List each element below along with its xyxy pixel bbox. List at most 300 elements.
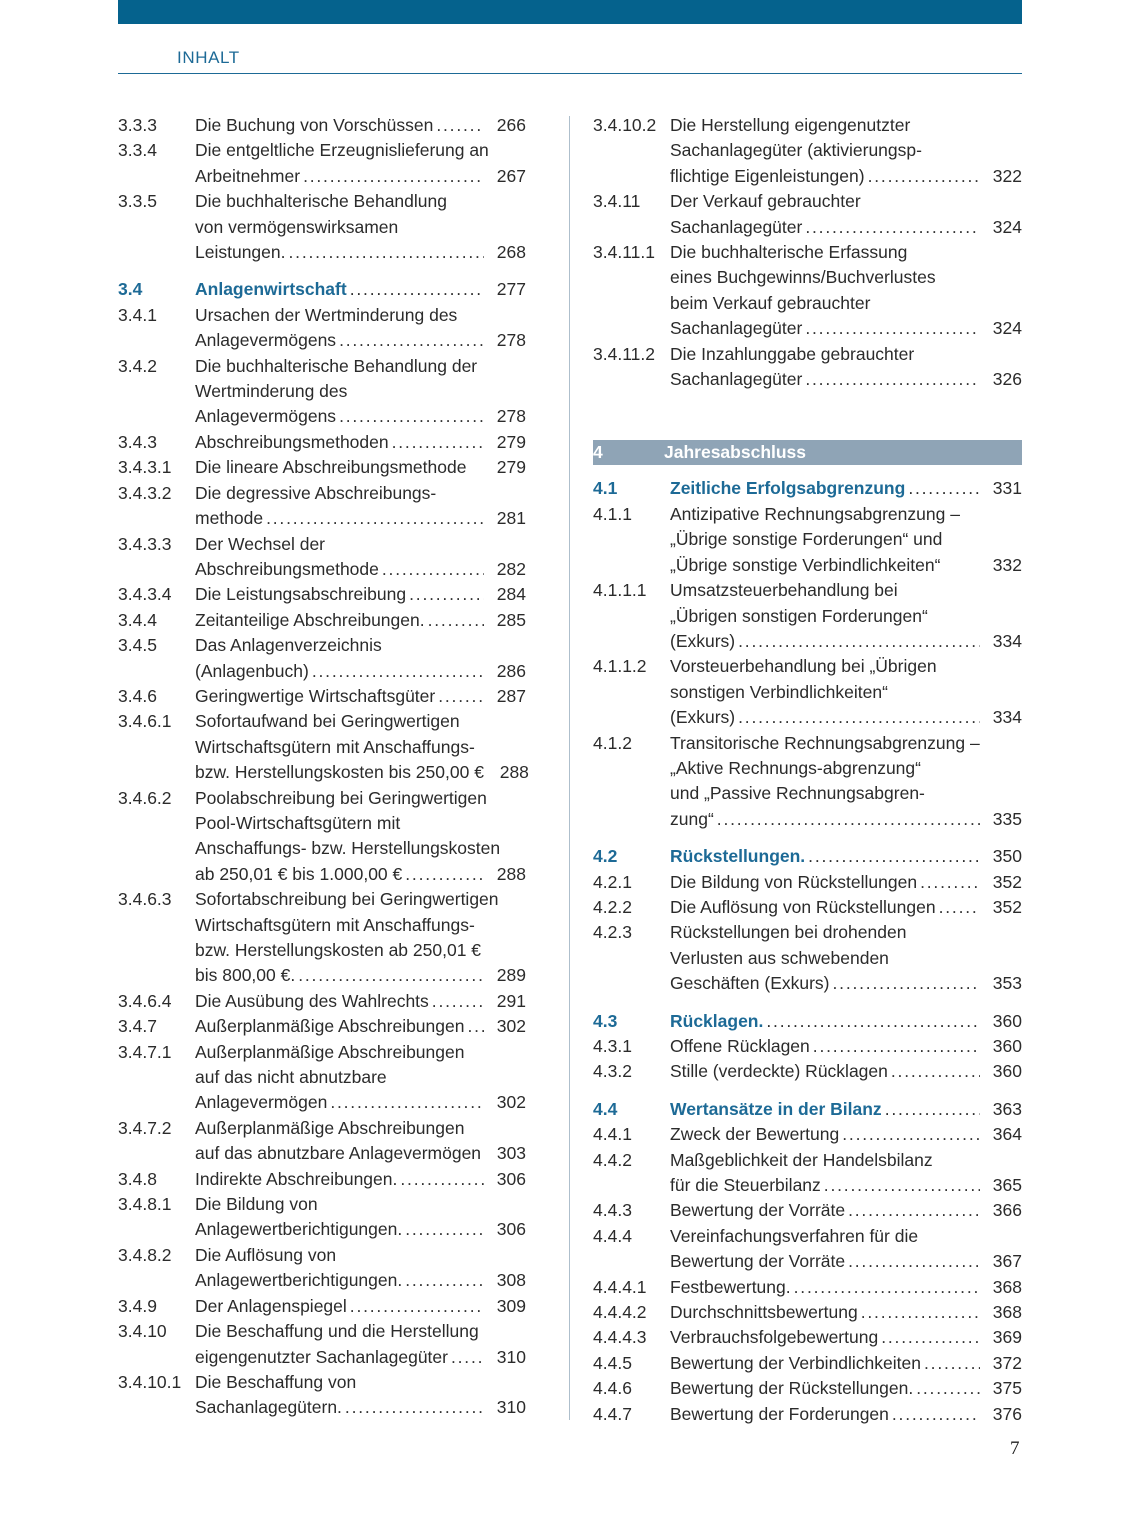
- toc-entry-title-line: Offene Rücklagen: [670, 1036, 810, 1056]
- toc-entry[interactable]: [593, 342, 1022, 393]
- toc-entry-title-line: Vereinfachungsverfahren für die: [670, 1225, 919, 1246]
- toc-entry[interactable]: [593, 870, 1022, 895]
- toc-entry-number: 4.4.4.2: [593, 1302, 647, 1323]
- dot-leader: [392, 430, 484, 455]
- toc-entry-page: 306: [496, 1168, 526, 1189]
- toc-section-entry[interactable]: [593, 1097, 1022, 1122]
- toc-entry[interactable]: [593, 502, 1022, 578]
- toc-entry-page: 278: [496, 330, 526, 351]
- top-color-bar: [118, 0, 1022, 24]
- toc-entry-number: 4.2.2: [593, 896, 632, 917]
- toc-entry[interactable]: [593, 240, 1022, 342]
- toc-entry-number: 4.4: [593, 1098, 618, 1119]
- dot-leader: [350, 1294, 484, 1319]
- toc-entry-number: 4.2.1: [593, 871, 632, 892]
- toc-entry-title-line: Die buchhalterische Erfassung: [670, 242, 908, 263]
- toc-entry-number: 3.4.8.1: [118, 1194, 172, 1215]
- toc-entry-title-line: Verbrauchsfolgebewertung: [670, 1327, 879, 1348]
- toc-entry[interactable]: [118, 633, 526, 684]
- toc-entry-title-line: bzw. Herstellungskosten bis 250,00 €: [195, 762, 484, 783]
- toc-entry-title-line: Die Bildung von Rückstellungen: [670, 871, 918, 892]
- toc-entry-number: 4.2.3: [593, 922, 632, 943]
- toc-entry-number: 3.4: [118, 279, 143, 300]
- toc-entry-title-line: „Aktive Rechnungs-abgrenzung“: [670, 757, 921, 778]
- toc-entry-number: 4.4.4.3: [593, 1327, 647, 1348]
- toc-entry[interactable]: [593, 1402, 1022, 1427]
- toc-entry[interactable]: [118, 684, 526, 709]
- toc-entry-page: 306: [496, 1219, 526, 1240]
- toc-entry-title-line: Pool-Wirtschaftsgütern mit: [195, 812, 401, 833]
- toc-section-entry[interactable]: [593, 1009, 1022, 1034]
- toc-entry-page: 332: [992, 554, 1022, 575]
- toc-entry-title-line: Anlagevermögens: [195, 330, 337, 351]
- dot-leader: [717, 807, 980, 832]
- toc-entry-number: 3.4.11: [593, 191, 641, 212]
- toc-entry-page: 334: [992, 630, 1022, 651]
- toc-entry[interactable]: [118, 582, 526, 607]
- toc-entry-title-line: Antizipative Rechnungsabgrenzung –: [670, 503, 960, 524]
- toc-entry-page: 302: [496, 1016, 526, 1037]
- toc-entry-page: 310: [496, 1397, 526, 1418]
- toc-entry-title-line: von vermögenswirksamen: [195, 216, 399, 237]
- toc-entry-title-line: Stille (verdeckte) Rücklagen: [670, 1061, 888, 1082]
- dot-leader: [738, 705, 980, 730]
- toc-entry-number: 4.1.1.1: [593, 580, 647, 601]
- toc-entry[interactable]: [593, 731, 1022, 833]
- toc-entry-title-line: „Übrige sonstige Verbindlichkeiten“: [670, 554, 941, 575]
- toc-entry-title-line: Leistungen.: [195, 242, 286, 263]
- dot-leader: [436, 113, 484, 138]
- toc-entry[interactable]: [118, 1243, 526, 1294]
- toc-entry-title-line: Die lineare Abschreibungsmethode: [195, 457, 467, 478]
- toc-entry-title-line: Die degressive Abschreibungs-: [195, 482, 437, 503]
- column-divider: [569, 116, 570, 1420]
- toc-entry[interactable]: [118, 1040, 526, 1116]
- toc-entry-title-line: Die buchhalterische Behandlung: [195, 191, 447, 212]
- toc-entry-title-line: Die Ausübung des Wahlrechts: [195, 990, 429, 1011]
- toc-entry-page: 368: [992, 1276, 1022, 1297]
- toc-entry-title-line: Außerplanmäßige Abschreibungen: [195, 1041, 465, 1062]
- toc-entry-title-line: (Exkurs): [670, 707, 736, 728]
- toc-entry-title-line: für die Steuerbilanz: [670, 1175, 821, 1196]
- toc-entry-title-line: „Übrige sonstige Forderungen“ und: [670, 529, 943, 550]
- toc-entry-title-line: Vorsteuerbehandlung bei „Übrigen: [670, 656, 937, 677]
- toc-entry-number: 3.4.6: [118, 685, 157, 706]
- toc-entry[interactable]: [118, 1370, 526, 1421]
- toc-entry-page: 366: [992, 1200, 1022, 1221]
- toc-entry-page: 288: [499, 762, 529, 783]
- toc-section-entry[interactable]: [593, 844, 1022, 869]
- toc-entry[interactable]: [118, 1319, 526, 1370]
- toc-entry-title-line: Festbewertung.: [670, 1276, 791, 1297]
- toc-entry-page: 289: [496, 965, 526, 986]
- toc-entry-title-line: Bewertung der Vorräte: [670, 1251, 846, 1272]
- toc-entry-title-line: Durchschnittsbewertung: [670, 1302, 858, 1323]
- toc-entry-page: 372: [992, 1352, 1022, 1373]
- dot-leader: [339, 404, 484, 429]
- dot-leader: [916, 1376, 980, 1401]
- dot-leader: [805, 215, 980, 240]
- toc-entry[interactable]: [593, 1300, 1022, 1325]
- toc-entry[interactable]: [118, 481, 526, 532]
- toc-entry[interactable]: [118, 303, 526, 354]
- toc-entry-page: 360: [992, 1010, 1022, 1031]
- toc-entry-title-line: Die Bildung von: [195, 1194, 318, 1215]
- toc-entry-title-line: Außerplanmäßige Abschreibungen: [195, 1016, 465, 1037]
- toc-entry-title-line: Sachanlagegüter: [670, 318, 803, 339]
- toc-entry-title-line: Sofortabschreibung bei Geringwertigen: [195, 889, 499, 910]
- dot-leader: [289, 240, 485, 265]
- dot-leader: [848, 1249, 980, 1274]
- dot-leader: [808, 844, 980, 869]
- toc-entry-title-line: Bewertung der Verbindlichkeiten: [670, 1352, 921, 1373]
- toc-entry-page: 367: [992, 1251, 1022, 1272]
- toc-entry-title-line: Die Inzahlunggabe gebrauchter: [670, 343, 915, 364]
- toc-entry-page: 286: [496, 660, 526, 681]
- toc-entry-title-line: Anlagewertberichtigungen.: [195, 1270, 403, 1291]
- toc-entry-number: 3.4.6.2: [118, 787, 172, 808]
- toc-entry-page: 368: [992, 1302, 1022, 1323]
- toc-entry-title-line: Der Anlagenspiegel: [195, 1295, 347, 1316]
- toc-entry-page: 285: [496, 609, 526, 630]
- toc-column-right: [593, 113, 1022, 1427]
- dot-leader: [303, 164, 484, 189]
- dot-leader: [824, 1173, 980, 1198]
- dot-leader: [891, 1059, 980, 1084]
- toc-entry[interactable]: [593, 113, 1022, 189]
- toc-entry-page: 278: [496, 406, 526, 427]
- toc-entry-title-line: Die Leistungsabschreibung: [195, 584, 407, 605]
- toc-entry-title-line: Die Beschaffung von: [195, 1371, 357, 1392]
- toc-entry[interactable]: [118, 532, 526, 583]
- toc-entry-page: 279: [496, 457, 526, 478]
- toc-entry-title-line: Bewertung der Forderungen: [670, 1403, 889, 1424]
- toc-entry-number: 3.4.3.2: [118, 482, 172, 503]
- toc-entry-title-line: Sachanlagegüter: [670, 369, 803, 390]
- toc-entry-title-line: Anschaffungs- bzw. Herstellungskosten: [195, 838, 501, 859]
- toc-entry-title-line: auf das nicht abnutzbare: [195, 1067, 387, 1088]
- dot-leader: [405, 862, 484, 887]
- toc-entry-number: 4.1: [593, 478, 618, 499]
- toc-entry-title-line: ab 250,01 € bis 1.000,00 €: [195, 863, 403, 884]
- toc-entry-page: 324: [992, 318, 1022, 339]
- toc-entry-title-line: flichtige Eigenleistungen): [670, 165, 865, 186]
- dot-leader: [339, 328, 484, 353]
- toc-entry-title-line: Sachanlagegütern.: [195, 1397, 342, 1418]
- dot-leader: [881, 1325, 980, 1350]
- toc-entry-page: 324: [992, 216, 1022, 237]
- toc-section-entry[interactable]: [118, 277, 526, 302]
- toc-entry[interactable]: [118, 709, 529, 785]
- dot-leader: [350, 277, 484, 302]
- dot-leader: [345, 1395, 484, 1420]
- toc-entry-page: 279: [496, 431, 526, 452]
- toc-entry-title-line: eigengenutzter Sachanlagegüter: [195, 1346, 448, 1367]
- toc-entry-number: 3.4.3.1: [118, 457, 172, 478]
- toc-entry[interactable]: [118, 786, 526, 888]
- toc-entry[interactable]: [593, 654, 1022, 730]
- toc-entry-number: 3.4.11.1: [593, 242, 655, 263]
- toc-entry-page: 331: [992, 478, 1022, 499]
- toc-entry[interactable]: [593, 1198, 1022, 1223]
- toc-entry-page: 287: [496, 685, 526, 706]
- toc-entry[interactable]: [118, 113, 526, 138]
- toc-entry-number: 3.4.10.2: [593, 115, 657, 135]
- dot-leader: [892, 1402, 980, 1427]
- toc-entry-title-line: Poolabschreibung bei Geringwertigen: [195, 787, 487, 808]
- toc-entry-title-line: Sachanlagegüter: [670, 216, 803, 237]
- toc-entry-number: 3.3.3: [118, 115, 157, 135]
- toc-entry-title-line: Anlagevermögen: [195, 1092, 328, 1113]
- toc-entry-number: 3.4.6.3: [118, 889, 172, 910]
- dot-leader: [330, 1090, 484, 1115]
- toc-entry-page: 302: [496, 1092, 526, 1113]
- dot-leader: [312, 659, 484, 684]
- toc-entry-title-line: zung“: [670, 808, 714, 829]
- toc-entry[interactable]: [593, 1325, 1022, 1350]
- toc-entry-number: 4.1.1: [593, 503, 632, 524]
- toc-entry-number: 3.4.5: [118, 635, 157, 656]
- toc-entry-title-line: Die entgeltliche Erzeugnislieferung an: [195, 140, 489, 161]
- toc-entry[interactable]: [118, 189, 526, 265]
- dot-leader: [298, 963, 484, 988]
- toc-entry-page: 309: [496, 1295, 526, 1316]
- toc-entry-number: 3.4.9: [118, 1295, 157, 1316]
- toc-entry-page: 350: [992, 846, 1022, 867]
- toc-entry-title-line: Wertansätze in der Bilanz: [670, 1098, 882, 1119]
- toc-entry-page: 291: [496, 990, 526, 1011]
- toc-entry-number: 4.3: [593, 1010, 618, 1031]
- toc-entry-title-line: Arbeitnehmer: [195, 165, 301, 186]
- toc-entry-number: 3.3.4: [118, 140, 157, 161]
- toc-entry-page: 308: [496, 1270, 526, 1291]
- dot-leader: [813, 1034, 980, 1059]
- toc-entry-title-line: (Exkurs): [670, 630, 736, 651]
- toc-entry-number: 4.4.4: [593, 1225, 632, 1246]
- toc-entry-title-line: Sachanlagegüter (aktivierungsp-: [670, 140, 922, 161]
- toc-entry[interactable]: [118, 887, 526, 989]
- toc-entry[interactable]: [118, 989, 526, 1014]
- toc-entry-title-line: Rückstellungen.: [670, 846, 806, 867]
- toc-entry-number: 4.4.4.1: [593, 1276, 647, 1297]
- toc-entry-page: 365: [992, 1175, 1022, 1196]
- toc-entry-page: 353: [992, 973, 1022, 994]
- dot-leader: [924, 1351, 980, 1376]
- toc-entry-page: 326: [992, 369, 1022, 390]
- dot-leader: [409, 582, 484, 607]
- toc-entry[interactable]: [118, 138, 526, 189]
- toc-entry[interactable]: [593, 1059, 1022, 1084]
- toc-entry-title-line: Abschreibungsmethode: [195, 558, 379, 579]
- toc-entry-title-line: Geschäften (Exkurs): [670, 973, 830, 994]
- toc-entry-title-line: Bewertung der Rückstellungen.: [670, 1378, 914, 1399]
- toc-entry-page: 268: [496, 242, 526, 263]
- toc-entry-title-line: Die Auflösung von: [195, 1244, 337, 1265]
- toc-entry-title-line: Wirtschaftsgütern mit Anschaffungs-: [195, 914, 475, 935]
- toc-entry-title-line: Außerplanmäßige Abschreibungen: [195, 1117, 465, 1138]
- dot-leader: [400, 1167, 484, 1192]
- dot-leader: [833, 971, 981, 996]
- toc-entry[interactable]: [118, 608, 526, 633]
- toc-entry[interactable]: [118, 354, 526, 430]
- toc-entry-title-line: Zweck der Bewertung: [670, 1124, 840, 1145]
- toc-entry-page: 360: [992, 1061, 1022, 1082]
- dot-leader: [467, 1014, 484, 1039]
- toc-entry-number: 3.4.10: [118, 1321, 167, 1342]
- toc-entry-title-line: Anlagenwirtschaft: [195, 279, 347, 300]
- chapter-title: Jahresabschluss: [664, 442, 807, 463]
- toc-entry-number: 4.4.1: [593, 1124, 632, 1145]
- toc-entry-page: 288: [496, 863, 526, 884]
- toc-entry-title-line: Die Auflösung von Rückstellungen: [670, 896, 936, 917]
- dot-leader: [405, 1268, 484, 1293]
- toc-entry-title-line: (Anlagenbuch): [195, 660, 309, 681]
- toc-entry-number: 4.4.2: [593, 1149, 632, 1170]
- chapter-number: 4: [593, 442, 603, 463]
- toc-entry-number: 3.3.5: [118, 191, 157, 212]
- toc-entry-title-line: bis 800,00 €.: [195, 965, 296, 986]
- toc-entry-number: 3.4.3: [118, 431, 157, 452]
- toc-entry-number: 3.4.3.3: [118, 533, 172, 554]
- dot-leader: [451, 1345, 484, 1370]
- toc-entry-title-line: Die Buchung von Vorschüssen: [195, 115, 434, 135]
- toc-entry[interactable]: [593, 1275, 1022, 1300]
- toc-entry-title-line: Abschreibungsmethoden: [195, 431, 389, 452]
- toc-entry-number: 3.4.6.1: [118, 711, 172, 732]
- toc-entry-title-line: auf das abnutzbare Anlagevermögen: [195, 1143, 482, 1164]
- dot-leader: [885, 1097, 980, 1122]
- toc-entry-page: 376: [992, 1403, 1022, 1424]
- toc-entry[interactable]: [593, 1148, 1022, 1199]
- dot-leader: [842, 1122, 980, 1147]
- dot-leader: [766, 1009, 980, 1034]
- toc-entry[interactable]: [118, 1116, 526, 1167]
- toc-entry-page: 369: [992, 1327, 1022, 1348]
- toc-entry-page: 322: [992, 165, 1022, 186]
- toc-entry[interactable]: [593, 895, 1022, 920]
- toc-entry-page: 277: [496, 279, 526, 300]
- toc-entry-number: 3.4.7.2: [118, 1117, 172, 1138]
- toc-section-entry[interactable]: [593, 476, 1022, 501]
- toc-entry-title-line: Der Wechsel der: [195, 533, 326, 554]
- toc-entry[interactable]: [118, 455, 526, 480]
- toc-entry-page: 303: [496, 1143, 527, 1164]
- toc-entry-number: 4.4.6: [593, 1378, 632, 1399]
- toc-entry[interactable]: [593, 578, 1022, 654]
- dot-leader: [920, 870, 980, 895]
- page-header-title: INHALT: [177, 48, 240, 67]
- toc-entry-title-line: Zeitliche Erfolgsabgrenzung: [670, 478, 906, 499]
- toc-entry-title-line: Anlagevermögens: [195, 406, 337, 427]
- toc-entry[interactable]: [593, 1224, 1022, 1275]
- toc-entry[interactable]: [118, 1192, 526, 1243]
- toc-entry-number: 4.4.7: [593, 1403, 632, 1424]
- dot-leader: [805, 316, 980, 341]
- dot-leader: [432, 989, 484, 1014]
- toc-entry-title-line: Ursachen der Wertminderung des: [195, 304, 458, 325]
- toc-entry-page: 364: [992, 1124, 1022, 1145]
- toc-entry-title-line: Verlusten aus schwebenden: [670, 947, 889, 968]
- toc-entry-number: 4.2: [593, 846, 618, 867]
- toc-entry-page: 282: [496, 558, 526, 579]
- toc-entry-page: 360: [992, 1036, 1022, 1056]
- toc-entry-number: 4.4.3: [593, 1200, 632, 1221]
- toc-entry-page: 363: [992, 1098, 1022, 1119]
- toc-entry-number: 3.4.1: [118, 304, 157, 325]
- toc-entry-title-line: Die Herstellung eigengenutzter: [670, 115, 911, 135]
- toc-entry-number: 3.4.7.1: [118, 1041, 172, 1062]
- toc-entry-title-line: Der Verkauf gebrauchter: [670, 191, 861, 212]
- dot-leader: [908, 476, 980, 501]
- toc-entry[interactable]: [593, 920, 1022, 996]
- toc-entry-page: 284: [496, 584, 526, 605]
- toc-entry-title-line: sonstigen Verbindlichkeiten“: [670, 681, 888, 702]
- toc-entry-number: 3.4.2: [118, 355, 157, 376]
- toc-entry-page: 334: [992, 707, 1022, 728]
- dot-leader: [428, 608, 484, 633]
- dot-leader: [794, 1275, 980, 1300]
- toc-entry-title-line: eines Buchgewinns/Buchverlustes: [670, 267, 936, 288]
- toc-entry-page: 310: [496, 1346, 526, 1367]
- dot-leader: [939, 895, 980, 920]
- toc-entry-number: 3.4.11.2: [593, 343, 655, 364]
- dot-leader: [805, 367, 980, 392]
- toc-entry-title-line: Die Beschaffung und die Herstellung: [195, 1321, 479, 1342]
- toc-entry-title-line: Wirtschaftsgütern mit Anschaffungs-: [195, 736, 475, 757]
- dot-leader: [438, 684, 484, 709]
- dot-leader: [382, 557, 484, 582]
- toc-entry-title-line: Zeitanteilige Abschreibungen.: [195, 609, 425, 630]
- toc-entry-title-line: Indirekte Abschreibungen.: [195, 1168, 398, 1189]
- toc-entry[interactable]: [593, 1376, 1022, 1401]
- header-rule: [118, 73, 1022, 74]
- toc-entry[interactable]: [118, 1167, 526, 1192]
- toc-entry-title-line: Maßgeblichkeit der Handelsbilanz: [670, 1149, 933, 1170]
- toc-entry[interactable]: [118, 1014, 526, 1039]
- toc-entry[interactable]: [118, 1294, 526, 1319]
- toc-entry-number: 4.3.1: [593, 1036, 632, 1056]
- toc-entry-title-line: methode: [195, 508, 264, 529]
- toc-entry-number: 4.1.1.2: [593, 656, 647, 677]
- toc-entry-title-line: Wertminderung des: [195, 381, 348, 402]
- toc-entry-title-line: Anlagewertberichtigungen.: [195, 1219, 403, 1240]
- toc-entry[interactable]: [593, 189, 1022, 240]
- page-number: 7: [1010, 1438, 1020, 1459]
- dot-leader: [868, 164, 980, 189]
- toc-entry-number: 3.4.6.4: [118, 990, 172, 1011]
- toc-entry[interactable]: [593, 1034, 1022, 1059]
- toc-entry-number: 4.4.5: [593, 1352, 632, 1373]
- toc-entry-title-line: Umsatzsteuerbehandlung bei: [670, 580, 898, 601]
- toc-entry[interactable]: [593, 1122, 1022, 1147]
- toc-entry-title-line: Bewertung der Vorräte: [670, 1200, 846, 1221]
- dot-leader: [861, 1300, 980, 1325]
- toc-entry-title-line: Rücklagen.: [670, 1010, 764, 1031]
- dot-leader: [848, 1198, 980, 1223]
- toc-entry-page: 267: [496, 165, 526, 186]
- toc-entry[interactable]: [118, 430, 526, 455]
- toc-entry[interactable]: [593, 1351, 1022, 1376]
- toc-entry-title-line: bzw. Herstellungskosten ab 250,01 €: [195, 940, 482, 960]
- toc-entry-title-line: Sofortaufwand bei Geringwertigen: [195, 711, 460, 732]
- toc-entry-page: 352: [992, 871, 1022, 892]
- dot-leader: [405, 1217, 484, 1242]
- toc-entry-title-line: „Übrigen sonstigen Forderungen“: [670, 605, 928, 626]
- toc-entry-title-line: Transitorische Rechnungsabgrenzung –: [670, 732, 980, 753]
- toc-entry-number: 3.4.4: [118, 609, 157, 630]
- toc-entry-number: 3.4.7: [118, 1016, 157, 1037]
- toc-entry-title-line: Geringwertige Wirtschaftsgüter: [195, 685, 436, 706]
